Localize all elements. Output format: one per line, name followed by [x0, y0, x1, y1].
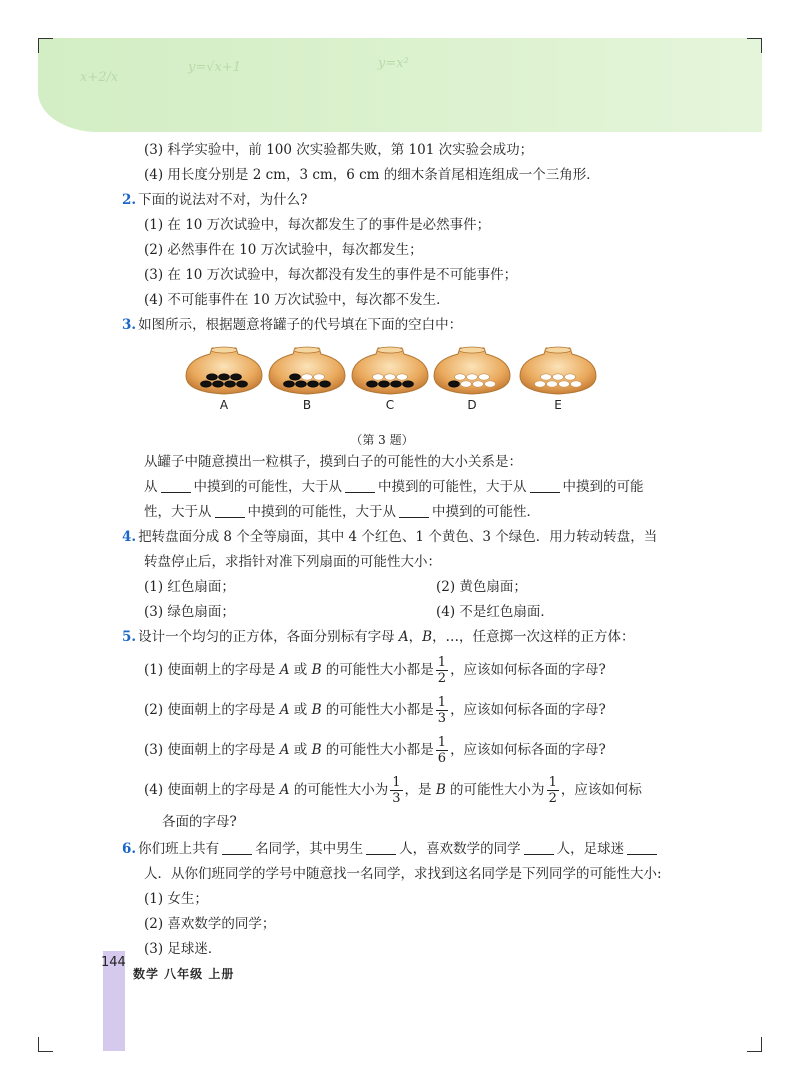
black-piece [231, 374, 242, 380]
crop-mark [38, 38, 53, 53]
question-number: 4. [122, 529, 137, 545]
text-fragment: 或 [289, 702, 312, 718]
jar-rim [545, 347, 571, 353]
item: (1) 红色扇面； [144, 579, 235, 595]
jar-body [434, 348, 510, 394]
text-fragment: (1) 使面朝上的字母是 [144, 662, 280, 678]
question-text: 把转盘面分成 8 个全等扇面，其中 4 个红色、1 个黄色、3 个绿色．用力转动转盘，当 [138, 529, 658, 545]
text-fragment: 人，喜欢数学的同学 [399, 841, 521, 857]
denominator: 2 [548, 791, 557, 806]
question-text: 下面的说法对不对，为什么? [138, 192, 308, 208]
item: (4) 不是红色扇面． [436, 604, 554, 620]
jar-rim [294, 347, 320, 353]
question-3 [122, 313, 682, 338]
fraction [436, 656, 448, 685]
jar-body [186, 348, 262, 394]
jar-body [352, 348, 428, 394]
fraction [436, 736, 448, 765]
jar-rim [459, 347, 485, 353]
text-line: (4) 不可能事件在 10 万次试验中，每次都不发生． [144, 292, 450, 308]
text-line: 从罐子中随意摸出一粒棋子，摸到白子的可能性的大小关系是： [144, 454, 522, 470]
jar-e [518, 344, 598, 412]
text-fragment: 的可能性大小为 [289, 782, 389, 798]
jar-body [520, 348, 596, 394]
black-piece [403, 381, 414, 387]
fraction [547, 776, 559, 805]
jar-icon [350, 344, 430, 396]
text-fragment: 名同学，其中男生 [255, 841, 364, 857]
white-piece [479, 374, 490, 380]
text-fragment: 中摸到的可能性，大于从 [193, 479, 342, 495]
text-fragment: 人，足球迷 [556, 841, 625, 857]
text-line: (3) 科学实验中，前 100 次实验都失败，第 101 次实验会成功； [144, 142, 534, 158]
white-piece [565, 374, 576, 380]
jar-label: D [467, 398, 477, 412]
black-piece [290, 374, 301, 380]
jar-label: B [302, 398, 312, 412]
item: (3) 绿色扇面； [144, 604, 235, 620]
black-piece [201, 381, 212, 387]
text-fragment: ，是 [404, 782, 436, 798]
text-line: (1) 在 10 万次试验中，每次都发生了的事件是必然事件； [144, 217, 491, 233]
black-piece [219, 374, 230, 380]
letter-a: A [279, 742, 290, 758]
page-number: 144 [101, 955, 126, 970]
numerator: 1 [437, 695, 447, 710]
fill-blank-line [122, 500, 682, 525]
black-piece [308, 381, 319, 387]
banner-formula: y=x² [378, 56, 409, 71]
answer-blank[interactable] [161, 478, 191, 493]
answer-blank[interactable] [215, 503, 245, 518]
text-line: (2) 必然事件在 10 万次试验中，每次都发生； [144, 242, 423, 258]
item: (3) 足球迷． [144, 941, 222, 957]
denominator: 6 [437, 751, 447, 766]
answer-blank[interactable] [366, 840, 396, 855]
crop-mark [38, 1037, 53, 1052]
jar-c [350, 344, 430, 412]
crop-mark [747, 38, 762, 53]
text-fragment: ，应该如何标各面的字母? [450, 662, 606, 678]
question-number: 2. [122, 192, 137, 208]
black-piece [296, 381, 307, 387]
white-piece [467, 374, 478, 380]
jar-rim [211, 347, 237, 353]
answer-blank[interactable] [222, 840, 252, 855]
text-fragment: 的可能性大小都是 [321, 742, 434, 758]
answer-blank[interactable] [399, 503, 429, 518]
text-fragment: 中摸到的可能性，大于从 [378, 479, 527, 495]
answer-blank[interactable] [345, 478, 375, 493]
white-piece [302, 374, 313, 380]
text-line: (4) 用长度分别是 2 cm，3 cm，6 cm 的细木条首尾相连组成一个三角形． [144, 167, 600, 183]
numerator: 1 [392, 775, 401, 790]
letter-a: A [279, 782, 290, 798]
white-piece [541, 374, 552, 380]
text-fragment: 中摸到的可能 [562, 479, 644, 495]
black-piece [320, 381, 331, 387]
black-piece [449, 381, 460, 387]
denominator: 3 [392, 791, 401, 806]
white-piece [547, 381, 558, 387]
fraction [436, 696, 448, 725]
jar-icon [267, 344, 347, 396]
text-fragment: 的可能性大小都是 [321, 662, 434, 678]
text-fragment: 设计一个均匀的正方体，各面分别标有字母 [138, 629, 399, 645]
black-piece [379, 381, 390, 387]
numerator: 1 [548, 775, 557, 790]
text-line: (3) 在 10 万次试验中，每次都没有发生的事件是不可能事件； [144, 267, 518, 283]
numerator: 1 [437, 655, 447, 670]
jar-rim [377, 347, 403, 353]
white-piece [455, 374, 466, 380]
fill-blank-line [122, 475, 682, 500]
text-line: 各面的字母? [162, 814, 237, 830]
jar-icon [184, 344, 264, 396]
text-line: 人．从你们班同学的学号中随意找一名同学，求找到这名同学是下列同学的可能性大小: [144, 866, 662, 882]
white-piece [385, 374, 396, 380]
letter-b: B [311, 662, 322, 678]
jar-figure [122, 340, 682, 430]
jar-label: C [385, 398, 395, 412]
black-piece [237, 381, 248, 387]
text-fragment: (4) 使面朝上的字母是 [144, 782, 280, 798]
jar-d [432, 344, 512, 412]
text-fragment: ，应该如何标各面的字母? [450, 742, 606, 758]
white-piece [461, 381, 472, 387]
white-piece [373, 374, 384, 380]
jar-b [267, 344, 347, 412]
jar-label: A [219, 398, 229, 412]
white-piece [559, 381, 570, 387]
letter-a: A [279, 702, 290, 718]
answer-blank[interactable] [524, 840, 554, 855]
answer-blank[interactable] [627, 840, 657, 855]
text-fragment: ，应该如何标 [560, 782, 642, 798]
black-piece [225, 381, 236, 387]
jar-icon [518, 344, 598, 396]
sub-question [122, 650, 682, 690]
header-banner [38, 38, 762, 132]
crop-mark [747, 1037, 762, 1052]
black-piece [367, 381, 378, 387]
letter-a: A [279, 662, 290, 678]
text-fragment: (3) 使面朝上的字母是 [144, 742, 280, 758]
denominator: 2 [437, 671, 447, 686]
white-piece [553, 374, 564, 380]
text-fragment: 的可能性大小都是 [321, 702, 434, 718]
question-number: 6. [122, 841, 137, 857]
text-fragment: 你们班上共有 [138, 841, 220, 857]
book-title: 数学 八年级 上册 [133, 967, 235, 981]
question-number: 3. [122, 317, 137, 333]
fraction [390, 776, 402, 805]
item: (2) 喜欢数学的同学； [144, 916, 276, 932]
sub-question [122, 690, 682, 730]
letter-b: B [311, 702, 322, 718]
text-fragment: 中摸到的可能性，大于从 [247, 504, 396, 520]
question-6 [122, 837, 682, 862]
question-5 [122, 625, 682, 650]
white-piece [485, 381, 496, 387]
text-fragment: 从 [144, 479, 158, 495]
black-piece [207, 374, 218, 380]
text-fragment: 性，大于从 [144, 504, 212, 520]
text-fragment: 或 [289, 742, 312, 758]
sub-question [122, 730, 682, 770]
answer-blank[interactable] [530, 478, 560, 493]
text-fragment: ，…，任意掷一次这样的正方体： [432, 629, 635, 645]
black-piece [391, 381, 402, 387]
text-fragment: 中摸到的可能性． [432, 504, 540, 520]
black-piece [284, 381, 295, 387]
text-line: 转盘停止后，求指针对准下列扇面的可能性大小： [144, 554, 441, 570]
white-piece [535, 381, 546, 387]
text-fragment: 的可能性大小为 [445, 782, 545, 798]
letter-b: B [311, 742, 322, 758]
banner-formula: x+2/x [80, 70, 119, 85]
sub-question [122, 770, 682, 810]
item-row [122, 600, 682, 625]
text-fragment: ， [408, 629, 423, 645]
question-2 [122, 188, 682, 213]
black-piece [213, 381, 224, 387]
item: (2) 黄色扇面； [436, 579, 527, 595]
jar-a [184, 344, 264, 412]
jar-icon [432, 344, 512, 396]
white-piece [397, 374, 408, 380]
white-piece [571, 381, 582, 387]
question-4 [122, 525, 682, 550]
text-fragment: (2) 使面朝上的字母是 [144, 702, 280, 718]
letter-b: B [435, 782, 446, 798]
item-row [122, 575, 682, 600]
numerator: 1 [437, 735, 447, 750]
denominator: 3 [437, 711, 447, 726]
jar-label: E [554, 398, 562, 412]
banner-formula: y=√x+1 [188, 60, 242, 75]
question-number: 5. [122, 629, 137, 645]
letter-b: B [422, 629, 433, 645]
page-content [122, 138, 682, 962]
text-fragment: 或 [289, 662, 312, 678]
white-piece [314, 374, 325, 380]
white-piece [473, 381, 484, 387]
question-text: 如图所示，根据题意将罐子的代号填在下面的空白中： [138, 317, 463, 333]
text-fragment: ，应该如何标各面的字母? [450, 702, 606, 718]
letter-a: A [398, 629, 409, 645]
jar-body [269, 348, 345, 394]
figure-caption: （第 3 题） [350, 433, 414, 447]
item: (1) 女生； [144, 891, 208, 907]
